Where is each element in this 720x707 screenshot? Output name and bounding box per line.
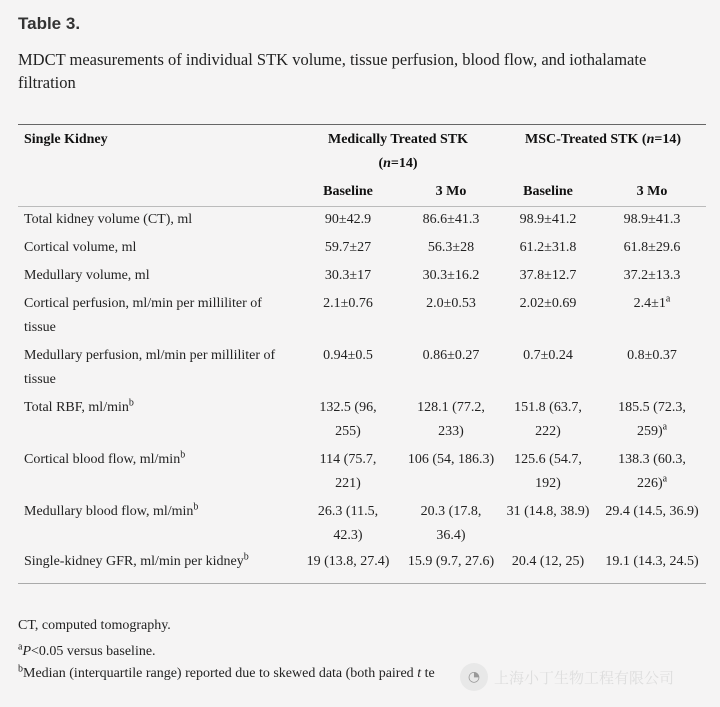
table-cell: 20.4 (12, 25)	[511, 554, 585, 569]
table-cell: 2.1±0.76	[323, 296, 373, 311]
header-rule	[18, 206, 706, 207]
table-cell: 37.8±12.7	[519, 268, 577, 283]
table-cell: 15.9 (9.7, 27.6)	[407, 554, 495, 569]
table-cell: 59.7±27	[324, 240, 372, 255]
table-row-label: Cortical perfusion, ml/min per milliliter of tissue	[24, 296, 262, 335]
footnote-ct: CT, computed tomography.	[18, 618, 171, 633]
table-cell: 26.3 (11.5, 42.3)	[317, 504, 379, 543]
table-cell: 132.5 (96, 255)	[319, 400, 377, 439]
table-row-label: Medullary blood flow, $ml/\min^b$	[24, 501, 199, 519]
table-cell: 98.9±41.2	[519, 212, 577, 227]
table-cell: 30.3±16.2	[422, 268, 480, 283]
table-cell: 128.1 (77.2, 233)	[417, 400, 485, 439]
table-row-label: Medullary perfusion, ml/min per milliliter of tissue	[24, 348, 276, 387]
table-row-label: Cortical volume, ml	[24, 240, 137, 255]
table-row-label: Cortical blood flow, $ml/\min^b$	[24, 449, 186, 467]
header-msc-treated: MSC-Treated STK (n=14)	[524, 132, 682, 147]
table-cell: 151.8 (63.7, 222)	[514, 400, 582, 439]
table-cell: 0.86±0.27	[422, 348, 480, 363]
table-cell: $2.4\pm 1^a$	[633, 293, 671, 311]
watermark-text: 上海小丁生物工程有限公司	[494, 668, 675, 687]
table-cell: 61.8±29.6	[623, 240, 681, 255]
table-row-label: Medullary volume, ml	[24, 268, 150, 283]
wechat-icon: ◔	[460, 663, 488, 691]
table-bottom-rule	[18, 583, 706, 584]
table-cell: 2.02±0.69	[519, 296, 577, 311]
header-3mo-1: 3 Mo	[435, 184, 467, 199]
header-baseline-1: Baseline	[323, 184, 373, 199]
header-3mo-2: 3 Mo	[636, 184, 668, 199]
table-cell: 106 (54, 186.3)	[407, 452, 495, 467]
table-cell: 2.0±0.53	[426, 296, 476, 311]
table-row-label: Single-kidney GFR, ml/min per kidney$^b$	[24, 551, 249, 569]
table-cell: 185.5 (72.3, 259)$^a$	[618, 400, 686, 439]
header-baseline-2: Baseline	[523, 184, 573, 199]
table-row-label: Total kidney volume (CT), ml	[24, 212, 193, 227]
header-mt-n: (n=14)	[378, 156, 418, 171]
table-cell: 61.2±31.8	[519, 240, 577, 255]
watermark	[460, 660, 700, 694]
caption-line-1: MDCT measurements of individual STK volume, tissue perfusion, blood flow, and iothalamate	[18, 50, 647, 69]
table-cell: 19 (13.8, 27.4)	[306, 554, 390, 569]
table-row-label: Total RBF, $ml/\min^b$	[24, 397, 134, 415]
table-title: Table 3.	[18, 14, 81, 33]
table-cell: 0.94±0.5	[323, 348, 373, 363]
caption-line-2: filtration	[18, 73, 76, 92]
table-cell: 56.3±28	[427, 240, 475, 255]
table-cell: 98.9±41.3	[623, 212, 681, 227]
table-top-rule	[18, 124, 706, 125]
header-medically-treated: Medically Treated STK	[328, 132, 468, 147]
footnote-b: $^b$Median (interquartile range) reported due to skewed data (both paired t te	[18, 663, 435, 681]
table-cell: 20.3 (17.8, 36.4)	[420, 504, 482, 543]
table-cell: 138.3 (60.3, 226)$^a$	[618, 452, 686, 491]
table-cell: 19.1 (14.3, 24.5)	[605, 554, 699, 569]
table-cell: 114 (75.7, 221)	[319, 452, 377, 491]
table-caption	[18, 48, 698, 94]
header-single-kidney: Single Kidney	[24, 132, 108, 147]
table-cell: 0.8±0.37	[627, 348, 677, 363]
table-cell: 30.3±17	[324, 268, 372, 283]
table-cell: 29.4 (14.5, 36.9)	[605, 504, 699, 519]
footnote-a: $^a$P<0.05 versus baseline.	[18, 641, 156, 659]
table-cell: 31 (14.8, 38.9)	[506, 504, 590, 519]
table-cell: 125.6 (54.7, 192)	[514, 452, 582, 491]
table-cell: 0.7±0.24	[523, 348, 573, 363]
table-cell: 90±42.9	[324, 212, 372, 227]
table-cell: 37.2±13.3	[623, 268, 681, 283]
table-cell: 86.6±41.3	[422, 212, 480, 227]
